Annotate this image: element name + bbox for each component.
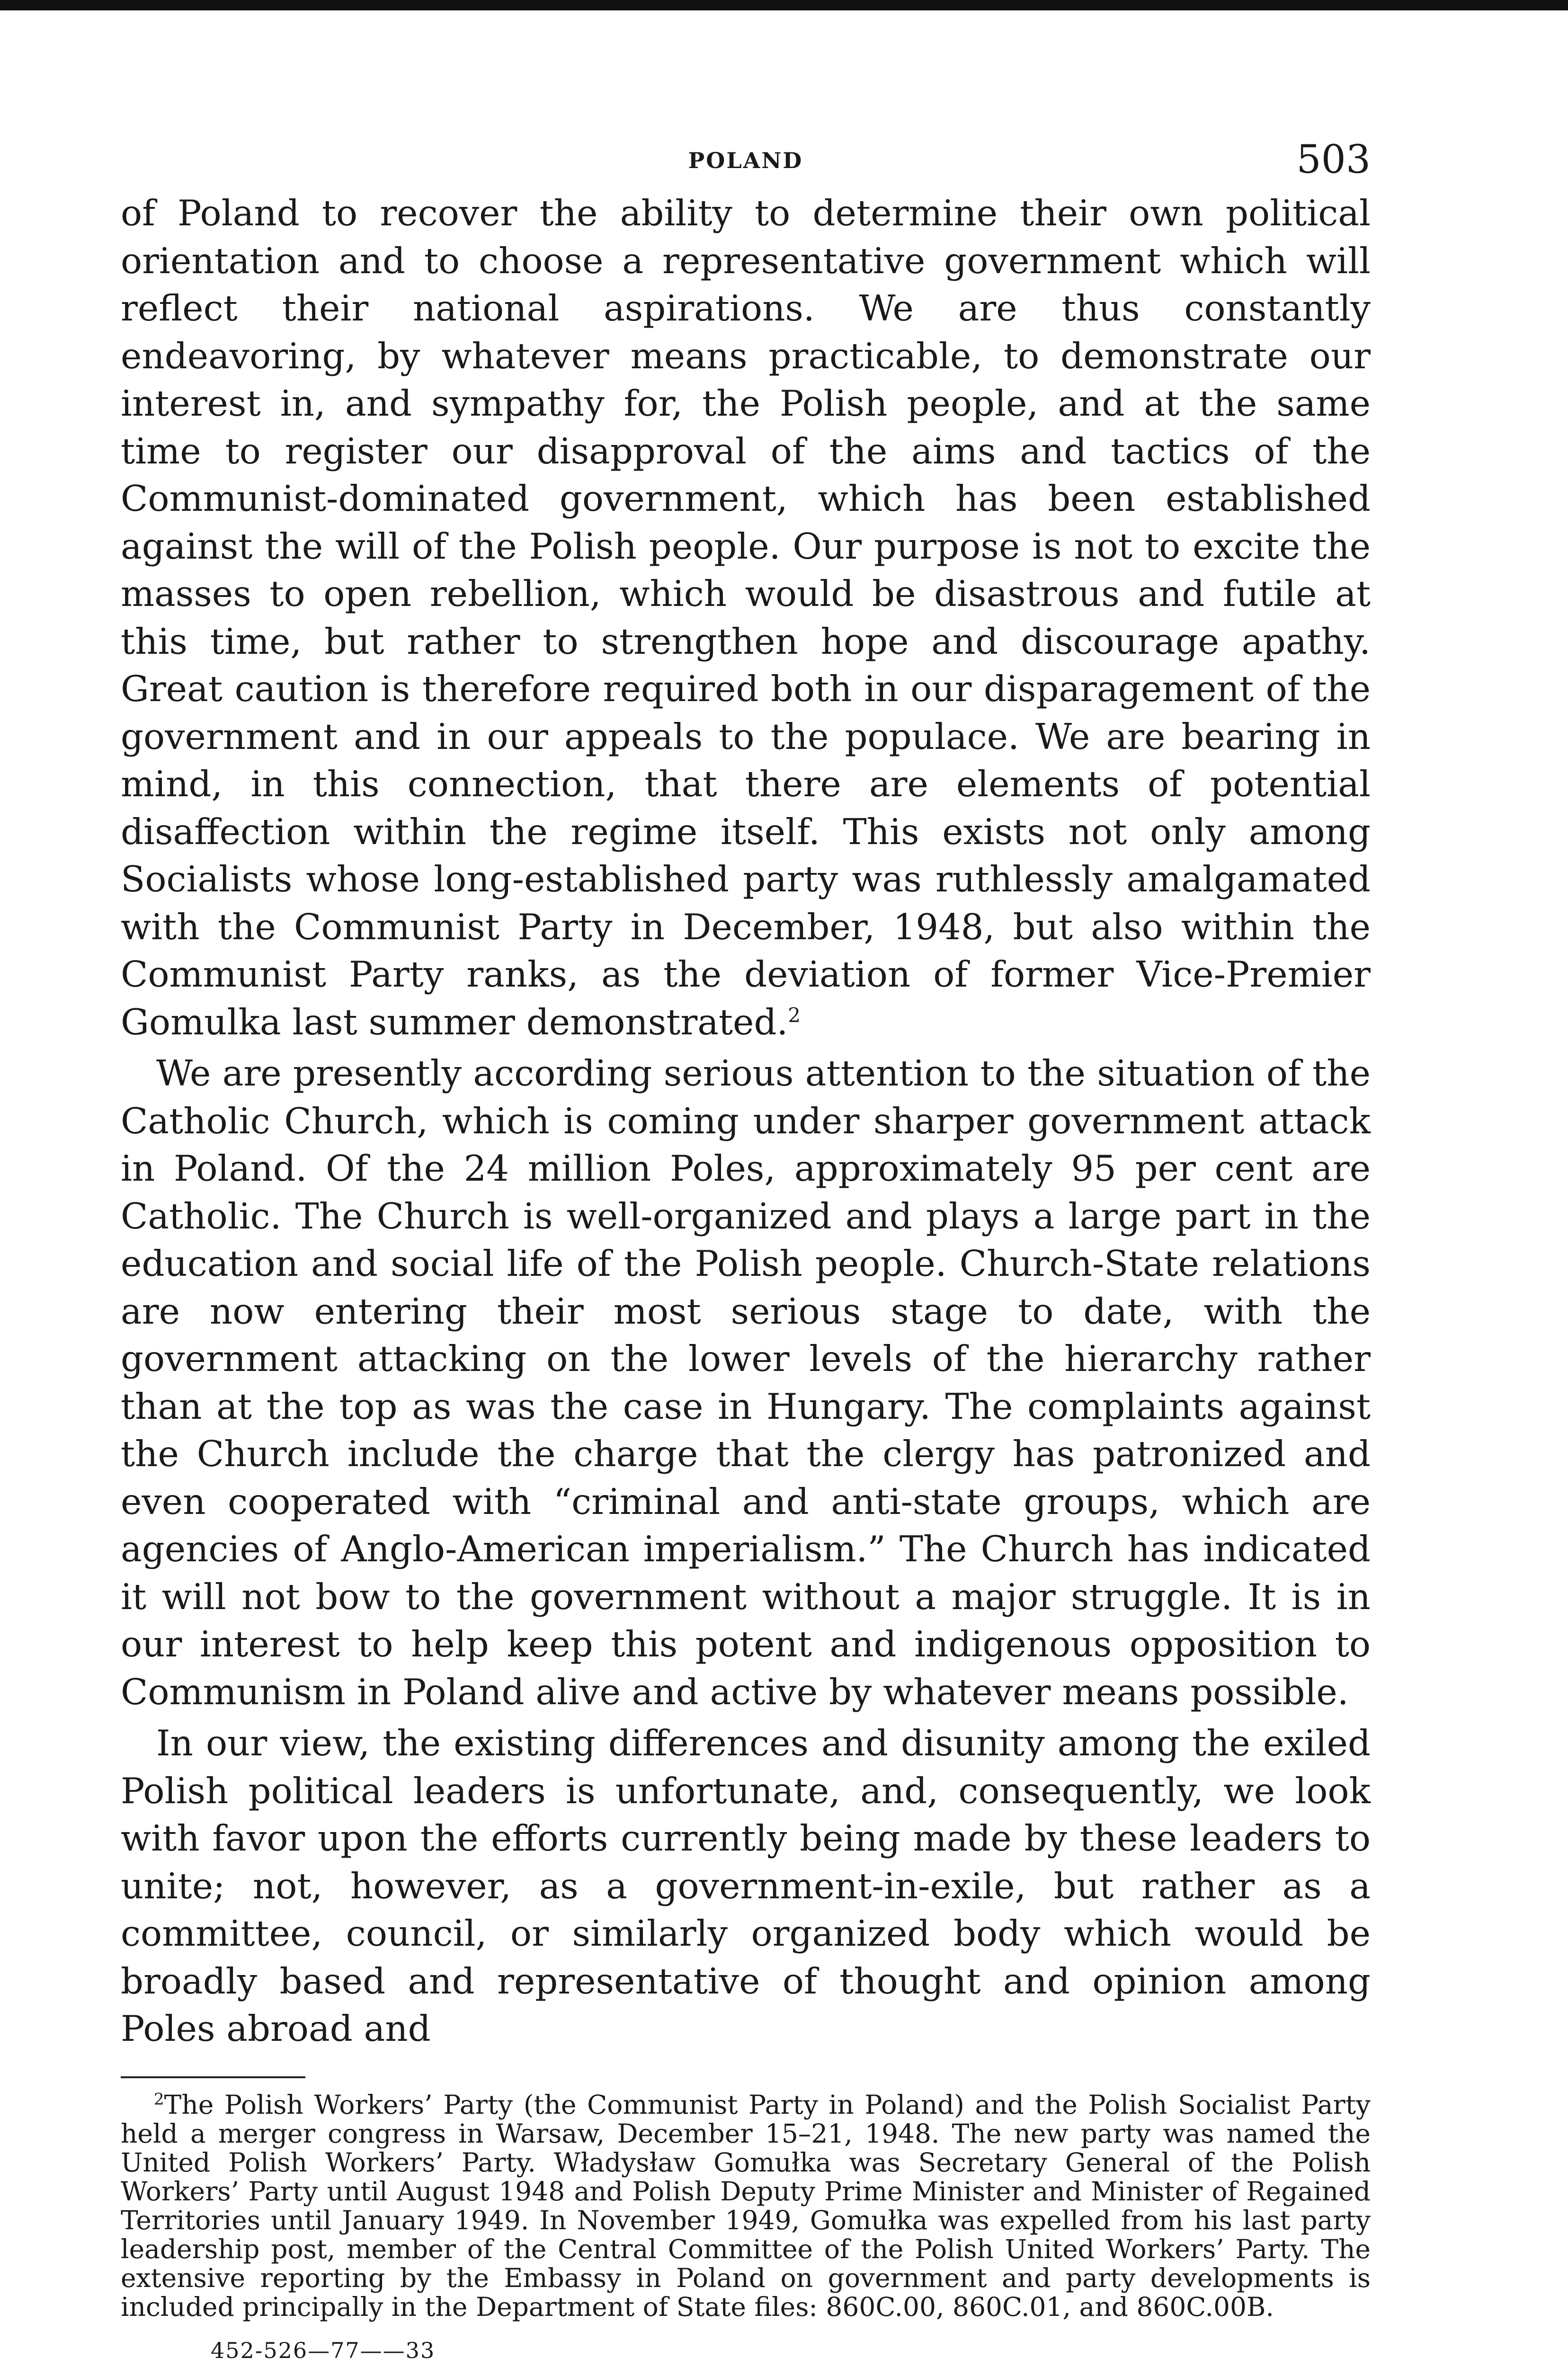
body-text: [121, 189, 1371, 2053]
paragraph-text: In our view, the existing differences and disunity among the exiled Polish political leaders is unfortunate, and, consequently, we look with favor upon the efforts currently being made by these leaders to unite; not, however, as a government-in-exile, but rather as a committee, council, or similarly organized body which would be broadly based and representative of thought and opinion among Poles abroad and: [121, 1722, 1371, 2049]
paragraph-exiled-leaders: [121, 1719, 1371, 2053]
page-number: 503: [1296, 137, 1371, 182]
running-head: [121, 137, 1371, 189]
paragraph-continued: [121, 189, 1371, 1046]
footnote-marker: 2: [154, 2090, 164, 2109]
running-title: POLAND: [688, 148, 803, 173]
footnote-reference: 2: [788, 1003, 801, 1027]
paragraph-catholic-church: [121, 1050, 1371, 1716]
paragraph-text: of Poland to recover the ability to determine their own political orientation and to choose a representative government which will reflect their national aspirations. We are thus constantly endeavoring, by whatever means practicable, to demonstrate our interest in, and sympathy for, the Polish people, and at the same time to register our disapproval of the aims and tactics of the Communist-dominated government, which has been established against the will of the Polish people. Our purpose is not to excite the masses to open rebellion, which would be disastrous and futile at this time, but rather to strengthen hope and discourage apathy. Great caution is therefore required both in our disparagement of the government and in our appeals to the populace. We are bearing in mind, in this connection, that there are elements of potential disaffection within the regime itself. This exists not only among Socialists whose long-established party was ruthlessly amalgamated with the Communist Party in December, 1948, but also within the Communist Party ranks, as the deviation of former Vice-Premier Gomulka last summer demonstrated.: [121, 192, 1371, 1043]
footnote-text: The Polish Workers’ Party (the Communist Party in Poland) and the Polish Socialist Party held a merger congress in Warsaw, December 15–21, 1948. The new party was named the United Polish Workers’ Party. Władysław Gomułka was Secretary General of the Polish Workers’ Party until August 1948 and Polish Deputy Prime Minister and Minister of Regained Territories until January 1949. In November 1949, Gomułka was expelled from his last party leadership post, member of the Central Committee of the Polish United Workers’ Party. The extensive reporting by the Embassy in Poland on government and party developments is included principally in the Department of State files: 860C.00, 860C.01, and 860C.00B.: [121, 2089, 1371, 2322]
footnote: [121, 2091, 1371, 2322]
print-code: 452-526—77——33: [211, 2337, 436, 2363]
paragraph-text: We are presently according serious attention to the situation of the Catholic Church, which is coming under sharper government attack in Poland. Of the 24 million Poles, approximately 95 per cent are Catholic. The Church is well-organized and plays a large part in the education and social life of the Polish people. Church-State relations are now entering their most serious stage to date, with the government attacking on the lower levels of the hierarchy rather than at the top as was the case in Hungary. The complaints against the Church include the charge that the clergy has patronized and even cooperated with “criminal and anti-state groups, which are agencies of Anglo-American imperialism.” The Church has indicated it will not bow to the government without a major struggle. It is in our interest to help keep this potent and indigenous opposition to Communism in Poland alive and active by whatever means possible.: [121, 1052, 1371, 1713]
document-page: [121, 137, 1371, 2363]
footnote-divider: [121, 2076, 305, 2078]
top-border-rule: [0, 0, 1568, 10]
